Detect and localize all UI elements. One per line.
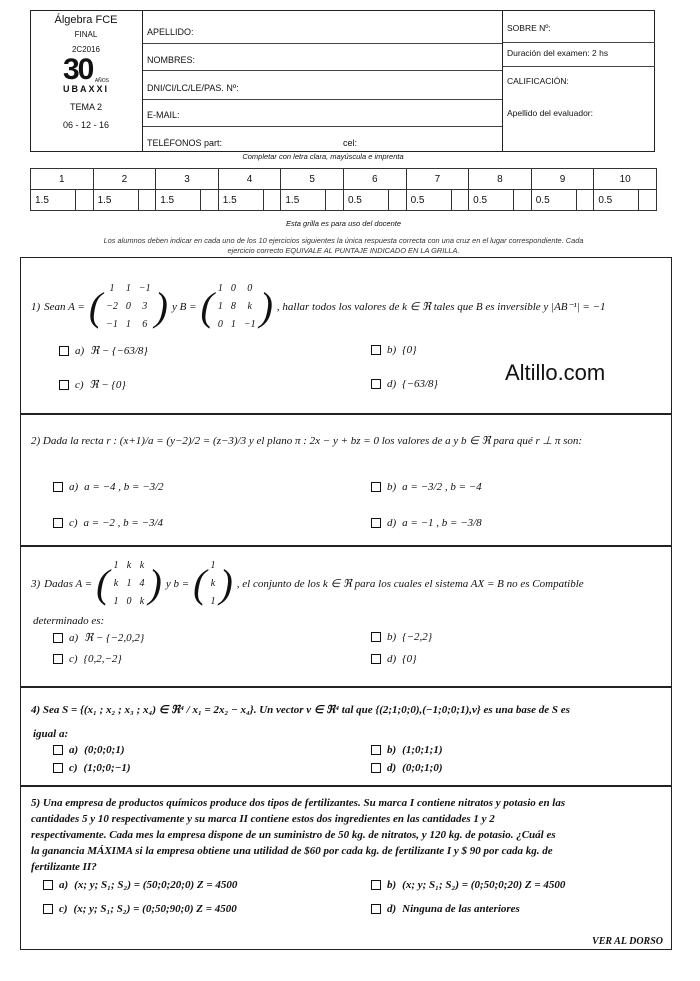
grid-score-cell: 0.5 [594,190,639,211]
student-fields [143,10,503,152]
field-cel[interactable]: cel: [343,138,358,148]
grid-note: Esta grilla es para uso del docente [285,219,402,228]
matrix-cell: 1 [210,560,216,571]
checkbox [371,482,381,492]
grid-score-cell: 0.5 [469,190,514,211]
grid-number-cell: 5 [281,169,344,190]
checkbox [371,345,381,355]
option-1c[interactable]: c) ℜ − {0} [59,378,126,391]
field-dni[interactable]: DNI/CI/LC/LE/PAS. Nº: [147,83,239,93]
question-number: 2) [31,435,41,447]
matrix-cell: 1 [126,578,132,589]
footer-note: VER AL DORSO [592,936,663,947]
field-duracion: Duración del examen: 2 hs [507,48,609,58]
option-4a[interactable]: a) (0;0;0;1) [53,744,125,756]
matrix-cell: 3 [142,301,148,312]
question-text-end: determinado es: [33,615,105,627]
checkbox [371,763,381,773]
checkbox [53,654,63,664]
matrix-b: ( 1 0 0 1 8 k 0 1 −1 ) [201,280,273,334]
grid-blank-cell[interactable] [263,190,281,211]
question-number: 3) [31,578,41,590]
question-text-end: igual a: [33,728,69,740]
vector-b: ( 1 k 1 ) [193,557,233,611]
matrix-cell: 4 [139,578,145,589]
grid-number-cell: 7 [406,169,469,190]
header-course-panel [30,10,143,152]
matrix-cell: 1 [217,283,223,294]
field-sobre: SOBRE Nº: [507,23,551,33]
option-2c[interactable]: c) a = −2 , b = −3/4 [53,517,163,529]
matrix-cell: 1 [109,283,115,294]
option-5c[interactable]: c) (x; y; S₁; S₂) = (0;50;90;0) Z = 4500 [43,903,237,915]
question-number: 1) [31,301,41,313]
grid-score-cell: 1.5 [281,190,326,211]
option-3c[interactable]: c) {0,2,−2} [53,653,122,665]
checkbox [371,632,381,642]
matrix-cell: k [139,596,145,607]
option-3b[interactable]: b) {−2,2} [371,631,432,643]
matrix-cell: −1 [243,319,256,330]
matrix-cell: 1 [125,319,131,330]
matrix-cell: −2 [106,301,118,312]
question-2 [20,414,672,546]
matrix-cell: 1 [125,283,131,294]
grid-score-cell: 0.5 [343,190,388,211]
watermark: Altillo.com [505,360,606,385]
question-5 [20,786,672,950]
grid-number-cell: 10 [594,169,657,190]
checkbox [59,380,69,390]
question-number: 4) [31,704,41,716]
exam-theme: TEMA 2 [69,102,102,112]
field-calificacion: CALIFICACIÓN: [507,76,569,86]
grid-score-cell: 0.5 [406,190,451,211]
checkbox [59,346,69,356]
field-nombres[interactable]: NOMBRES: [147,55,196,65]
grid-blank-cell[interactable] [451,190,469,211]
checkbox [371,745,381,755]
header-note: Completar con letra clara, mayúscula e imprenta [242,152,404,161]
question-text-cont: , hallar todos los valores de k ∈ ℜ tales que B es inversible y |AB⁻¹| = −1 [276,301,606,313]
grid-score-cell: 0.5 [531,190,576,211]
question-text: 5) Una empresa de productos químicos produce dos tipos de fertilizantes. Su marca I contiene nitratos y potasio en las cantidades 5 y 10 respectivamente y su marca II contiene estos dos ingredientes en las cantidades 1 y 2 respectivamente. Cada mes la empresa dispone de un suministro de 50 kg. de nitratos, y 120 kg. de potasio. ¿Cuál es la ganancia MÁXIMA si la empresa obtiene una utilidad de $60 por cada kg. de fertilizante I y $ 90 por cada kg. de fertilizante II? [31,797,566,873]
grid-blank-cell[interactable] [514,190,532,211]
exam-period: 2C2016 [71,45,101,54]
checkbox [371,904,381,914]
option-1a[interactable]: a) ℜ − {−63/8} [59,344,148,357]
grid-blank-cell[interactable] [639,190,657,211]
matrix-cell: 8 [230,301,236,312]
grid-score-cell: 1.5 [156,190,201,211]
grid-number-cell: 1 [31,169,94,190]
option-2a[interactable]: a) a = −4 , b = −3/2 [53,481,164,493]
grid-score-cell: 1.5 [218,190,263,211]
checkbox [371,379,381,389]
grid-number-cell: 4 [218,169,281,190]
option-4b[interactable]: b) (1;0;1;1) [371,744,443,756]
matrix-cell: k [139,560,145,571]
grid-blank-cell[interactable] [201,190,219,211]
question-4 [20,687,672,786]
grid-number-cell: 9 [531,169,594,190]
grid-number-cell: 3 [156,169,219,190]
exam-date: 06 - 12 - 16 [62,120,110,130]
question-text: Sea S = {(x₁ ; x₂ ; x₃ ; x₄) ∈ ℜ⁴ / x₁ = 2x₂ − x₄}. Un vector v ∈ ℜ⁴ tal que {(2;1;0;0),(−1;0;0;1),v} es una base de S es [42,704,570,716]
exam-type: FINAL [74,30,98,39]
ubaxxi-logo: 30 AÑOS UBAXXI [62,53,110,94]
option-2d[interactable]: d) a = −1 , b = −3/8 [371,517,482,529]
option-4d[interactable]: d) (0;0;1;0) [371,762,443,774]
checkbox [371,880,381,890]
score-grid [30,168,657,211]
grid-number-row [31,169,657,190]
matrix-cell: 0 [125,301,131,312]
option-4c[interactable]: c) (1;0;0;−1) [53,762,131,774]
grid-blank-cell[interactable] [326,190,344,211]
option-2b[interactable]: b) a = −3/2 , b = −4 [371,481,482,493]
question-1: 1) Sean A = ( 1 1 −1 −2 0 3 −1 1 6 ) y B = ( 1 0 0 1 8 k 0 1 −1 ) , hallar todos los valores de k ∈ ℜ tales que B es inversible y |AB⁻¹| = −1 a) ℜ − {−63/8} b) {0} c) ℜ − {0} d) {−63/8} [20,257,672,414]
grid-number-cell: 6 [343,169,406,190]
matrix-cell: k [126,560,132,571]
field-apellido[interactable]: APELLIDO: [147,27,194,37]
option-3d[interactable]: d) {0} [371,653,416,665]
question-3: 3) Dadas A = ( 1 k k k 1 4 1 0 k ) y b = ( 1 k 1 ) , el conjunto de los k ∈ ℜ para los cuales el sistema AX = B no es Compatible determinado es: a) ℜ − {−2,0,2} b) {−2,2} c) {0,2,−2} d) {0} [20,546,672,687]
option-1d[interactable]: d) {−63/8} [371,378,438,390]
instructions: Los alumnos deben indicar en cada uno de los 10 ejercicios siguientes la única respuesta correcta con una cruz en el lugar correspondiente. Cada ejercicio correcto EQUIVALE AL PUNTAJE INDICADO EN LA GRILLA. [103,236,584,255]
grid-score-row [31,190,657,211]
question-text: Dada la recta r : (x+1)/a = (y−2)/2 = (z−3)/3 y el plano π : 2x − y + bz = 0 los valores de a y b ∈ ℜ para qué r ⊥ π son: [42,435,583,447]
matrix-cell: −1 [138,283,151,294]
grid-score-cell: 1.5 [31,190,76,211]
grid-blank-cell[interactable] [576,190,594,211]
matrix-cell: 0 [217,319,223,330]
option-5b[interactable]: b) (x; y; S₁; S₂) = (0;50;0;20) Z = 4500 [371,879,565,891]
question-text: Sean A = [44,301,85,313]
matrix-cell: 1 [113,596,119,607]
field-email[interactable]: E-MAIL: [147,110,180,120]
checkbox [53,518,63,528]
checkbox [53,633,63,643]
option-5d[interactable]: d) Ninguna de las anteriores [371,903,520,915]
course-title: Álgebra FCE [54,14,118,26]
option-5a[interactable]: a) (x; y; S₁; S₂) = (50;0;20;0) Z = 4500 [43,879,237,891]
question-text-cont: , el conjunto de los k ∈ ℜ para los cuales el sistema AX = B no es Compatible [236,578,584,590]
matrix-cell: k [247,301,252,312]
checkbox [53,482,63,492]
checkbox [53,763,63,773]
matrix-cell: −1 [106,319,118,330]
checkbox [53,745,63,755]
matrix-cell: 1 [113,560,119,571]
option-3a[interactable]: a) ℜ − {−2,0,2} [53,631,144,644]
matrix-a: ( 1 k k k 1 4 1 0 k ) [96,557,162,611]
matrix-cell: 6 [142,319,148,330]
grid-blank-cell[interactable] [388,190,406,211]
grid-blank-cell[interactable] [138,190,156,211]
question-number: 5) [31,797,41,809]
matrix-cell: 1 [210,596,216,607]
option-1b[interactable]: b) {0} [371,344,416,356]
matrix-cell: 1 [217,301,223,312]
question-text: Dadas A = [44,578,93,590]
grading-fields [503,10,655,152]
grid-number-cell: 8 [469,169,532,190]
matrix-cell: 0 [230,283,236,294]
matrix-cell: 1 [230,319,236,330]
field-evaluador: Apellido del evaluador: [507,108,594,118]
matrix-cell: k [113,578,119,589]
checkbox [371,654,381,664]
field-telefonos[interactable]: TELÉFONOS part: [147,138,223,148]
checkbox [43,904,53,914]
matrix-cell: 0 [247,283,253,294]
checkbox [43,880,53,890]
checkbox [371,518,381,528]
grid-blank-cell[interactable] [75,190,93,211]
matrix-cell: 0 [126,596,132,607]
grid-number-cell: 2 [93,169,156,190]
grid-score-cell: 1.5 [93,190,138,211]
matrix-a: ( 1 1 −1 −2 0 3 −1 1 6 ) [89,280,168,334]
matrix-cell: k [210,578,216,589]
